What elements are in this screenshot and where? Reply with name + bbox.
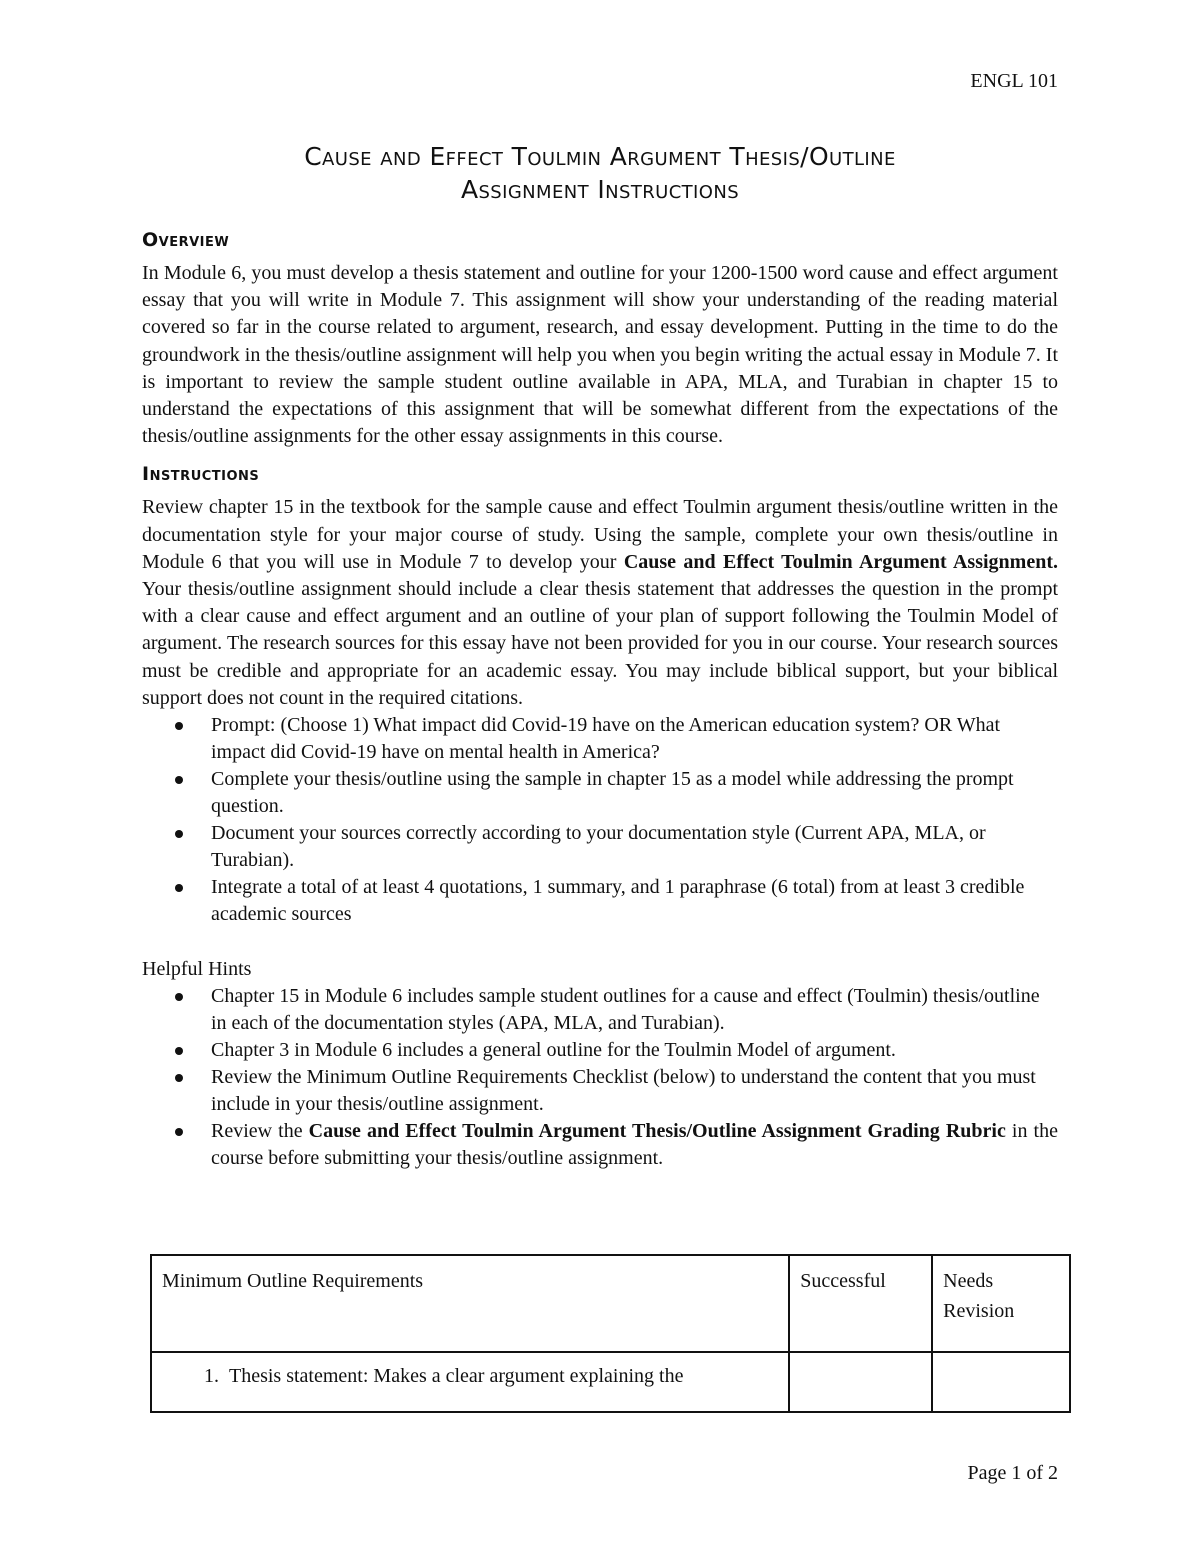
column-header-requirements: Minimum Outline Requirements [151, 1255, 789, 1352]
document-title [142, 140, 1058, 206]
list-item-text: Review the [211, 1120, 309, 1143]
list-item [142, 820, 1058, 874]
list-item-text: Chapter 15 in Module 6 includes sample student outlines for a cause and effect (Toulmin) thesis/outline in each of the documentation styles (APA, MLA, and Turabian). [211, 985, 1040, 1035]
rubric-name-bold: Cause and Effect Toulmin Argument Thesis/Outline Assignment Grading Rubric [308, 1120, 1006, 1143]
overview-paragraph: In Module 6, you must develop a thesis statement and outline for your 1200-1500 word cause and effect argument essay that you will write in Module 7. This assignment will show your understanding of the reading material covered so far in the course related to argument, research, and essay development. Putting in the time to do the groundwork in the thesis/outline assignment will help you when you begin writing the actual essay in Module 7. It is important to review the sample student outline available in APA, MLA, and Turabian in chapter 15 to understand the expectations of this assignment that will be somewhat different from the expectations of the thesis/outline assignments for the other essay assignments in this course. [142, 262, 1058, 448]
list-item-text: Review the Minimum Outline Requirements Checklist (below) to understand the content that you must include in your thesis/outline assignment. [211, 1066, 1036, 1116]
list-item-text: Integrate a total of at least 4 quotations, 1 summary, and 1 paraphrase (6 total) from at least 3 credible academic sources [211, 876, 1025, 926]
bullet-icon [175, 1074, 183, 1082]
requirement-number: 1. [204, 1365, 219, 1387]
requirement-cell [151, 1352, 789, 1412]
table-header-row [151, 1255, 1070, 1352]
list-item-text: Chapter 3 in Module 6 includes a general outline for the Toulmin Model of argument. [211, 1039, 896, 1062]
bullet-icon [175, 722, 183, 730]
successful-cell [789, 1352, 932, 1412]
title-line-1: Cause and Effect Toulmin Argument Thesis/Outline [304, 142, 896, 171]
bullet-icon [175, 993, 183, 1001]
list-item [142, 766, 1058, 820]
instructions-heading: Instructions [142, 463, 260, 486]
course-code-header: ENGL 101 [970, 70, 1058, 92]
table-row [151, 1352, 1070, 1412]
list-item-text: in the course before submitting your thesis/outline assignment. [211, 1120, 1058, 1170]
bullet-icon [175, 884, 183, 892]
bullet-icon [175, 776, 183, 784]
overview-heading: Overview [142, 229, 230, 251]
title-line-2: Assignment Instructions [460, 175, 740, 204]
needs-revision-cell [932, 1352, 1070, 1412]
bullet-icon [175, 1128, 183, 1136]
list-item-text: Prompt: (Choose 1) What impact did Covid-19 have on the American education system? OR What impact did Covid-19 have on mental health in America? [211, 714, 1001, 764]
list-item [142, 1118, 1058, 1172]
requirement-text: Thesis statement: Makes a clear argument explaining the [229, 1365, 684, 1387]
requirements-checklist-table [150, 1254, 1071, 1413]
list-item [142, 1037, 1058, 1064]
column-header-needs-revision: Needs Revision [932, 1255, 1070, 1352]
page-number: Page 1 of 2 [967, 1462, 1058, 1484]
document-content [142, 140, 1058, 1172]
helpful-hints-label: Helpful Hints [142, 958, 252, 981]
bullet-icon [175, 830, 183, 838]
bullet-icon [175, 1047, 183, 1055]
helpful-hints-list [142, 983, 1058, 1172]
list-item [142, 983, 1058, 1037]
requirements-list [142, 712, 1058, 928]
list-item [142, 1064, 1058, 1118]
instructions-text-part-1: Review chapter 15 in the textbook for the sample cause and effect Toulmin argument thesis/outline written in the documentation style for your major course of study. Using the sample, complete your own thesis/outline in Module 6 that you will use in Module 7 to develop your [142, 496, 1058, 573]
assignment-name-bold: Cause and Effect Toulmin Argument Assignment. [623, 550, 1058, 573]
list-item-text: Document your sources correctly according to your documentation style (Current APA, MLA, or Turabian). [211, 822, 986, 872]
column-header-successful: Successful [789, 1255, 932, 1352]
list-item [142, 712, 1058, 766]
instructions-text-part-2: Your thesis/outline assignment should include a clear thesis statement that addresses the question in the prompt with a clear cause and effect argument and an outline of your plan of support following the Toulmin Model of argument. The research sources for this essay have not been provided for you in our course. Your research sources must be credible and appropriate for an academic essay. You may include biblical support, but your biblical support does not count in the required citations. [142, 578, 1058, 709]
instructions-paragraph [142, 494, 1058, 712]
list-item [142, 874, 1058, 928]
list-item-text: Complete your thesis/outline using the sample in chapter 15 as a model while addressing the prompt question. [211, 768, 1014, 818]
